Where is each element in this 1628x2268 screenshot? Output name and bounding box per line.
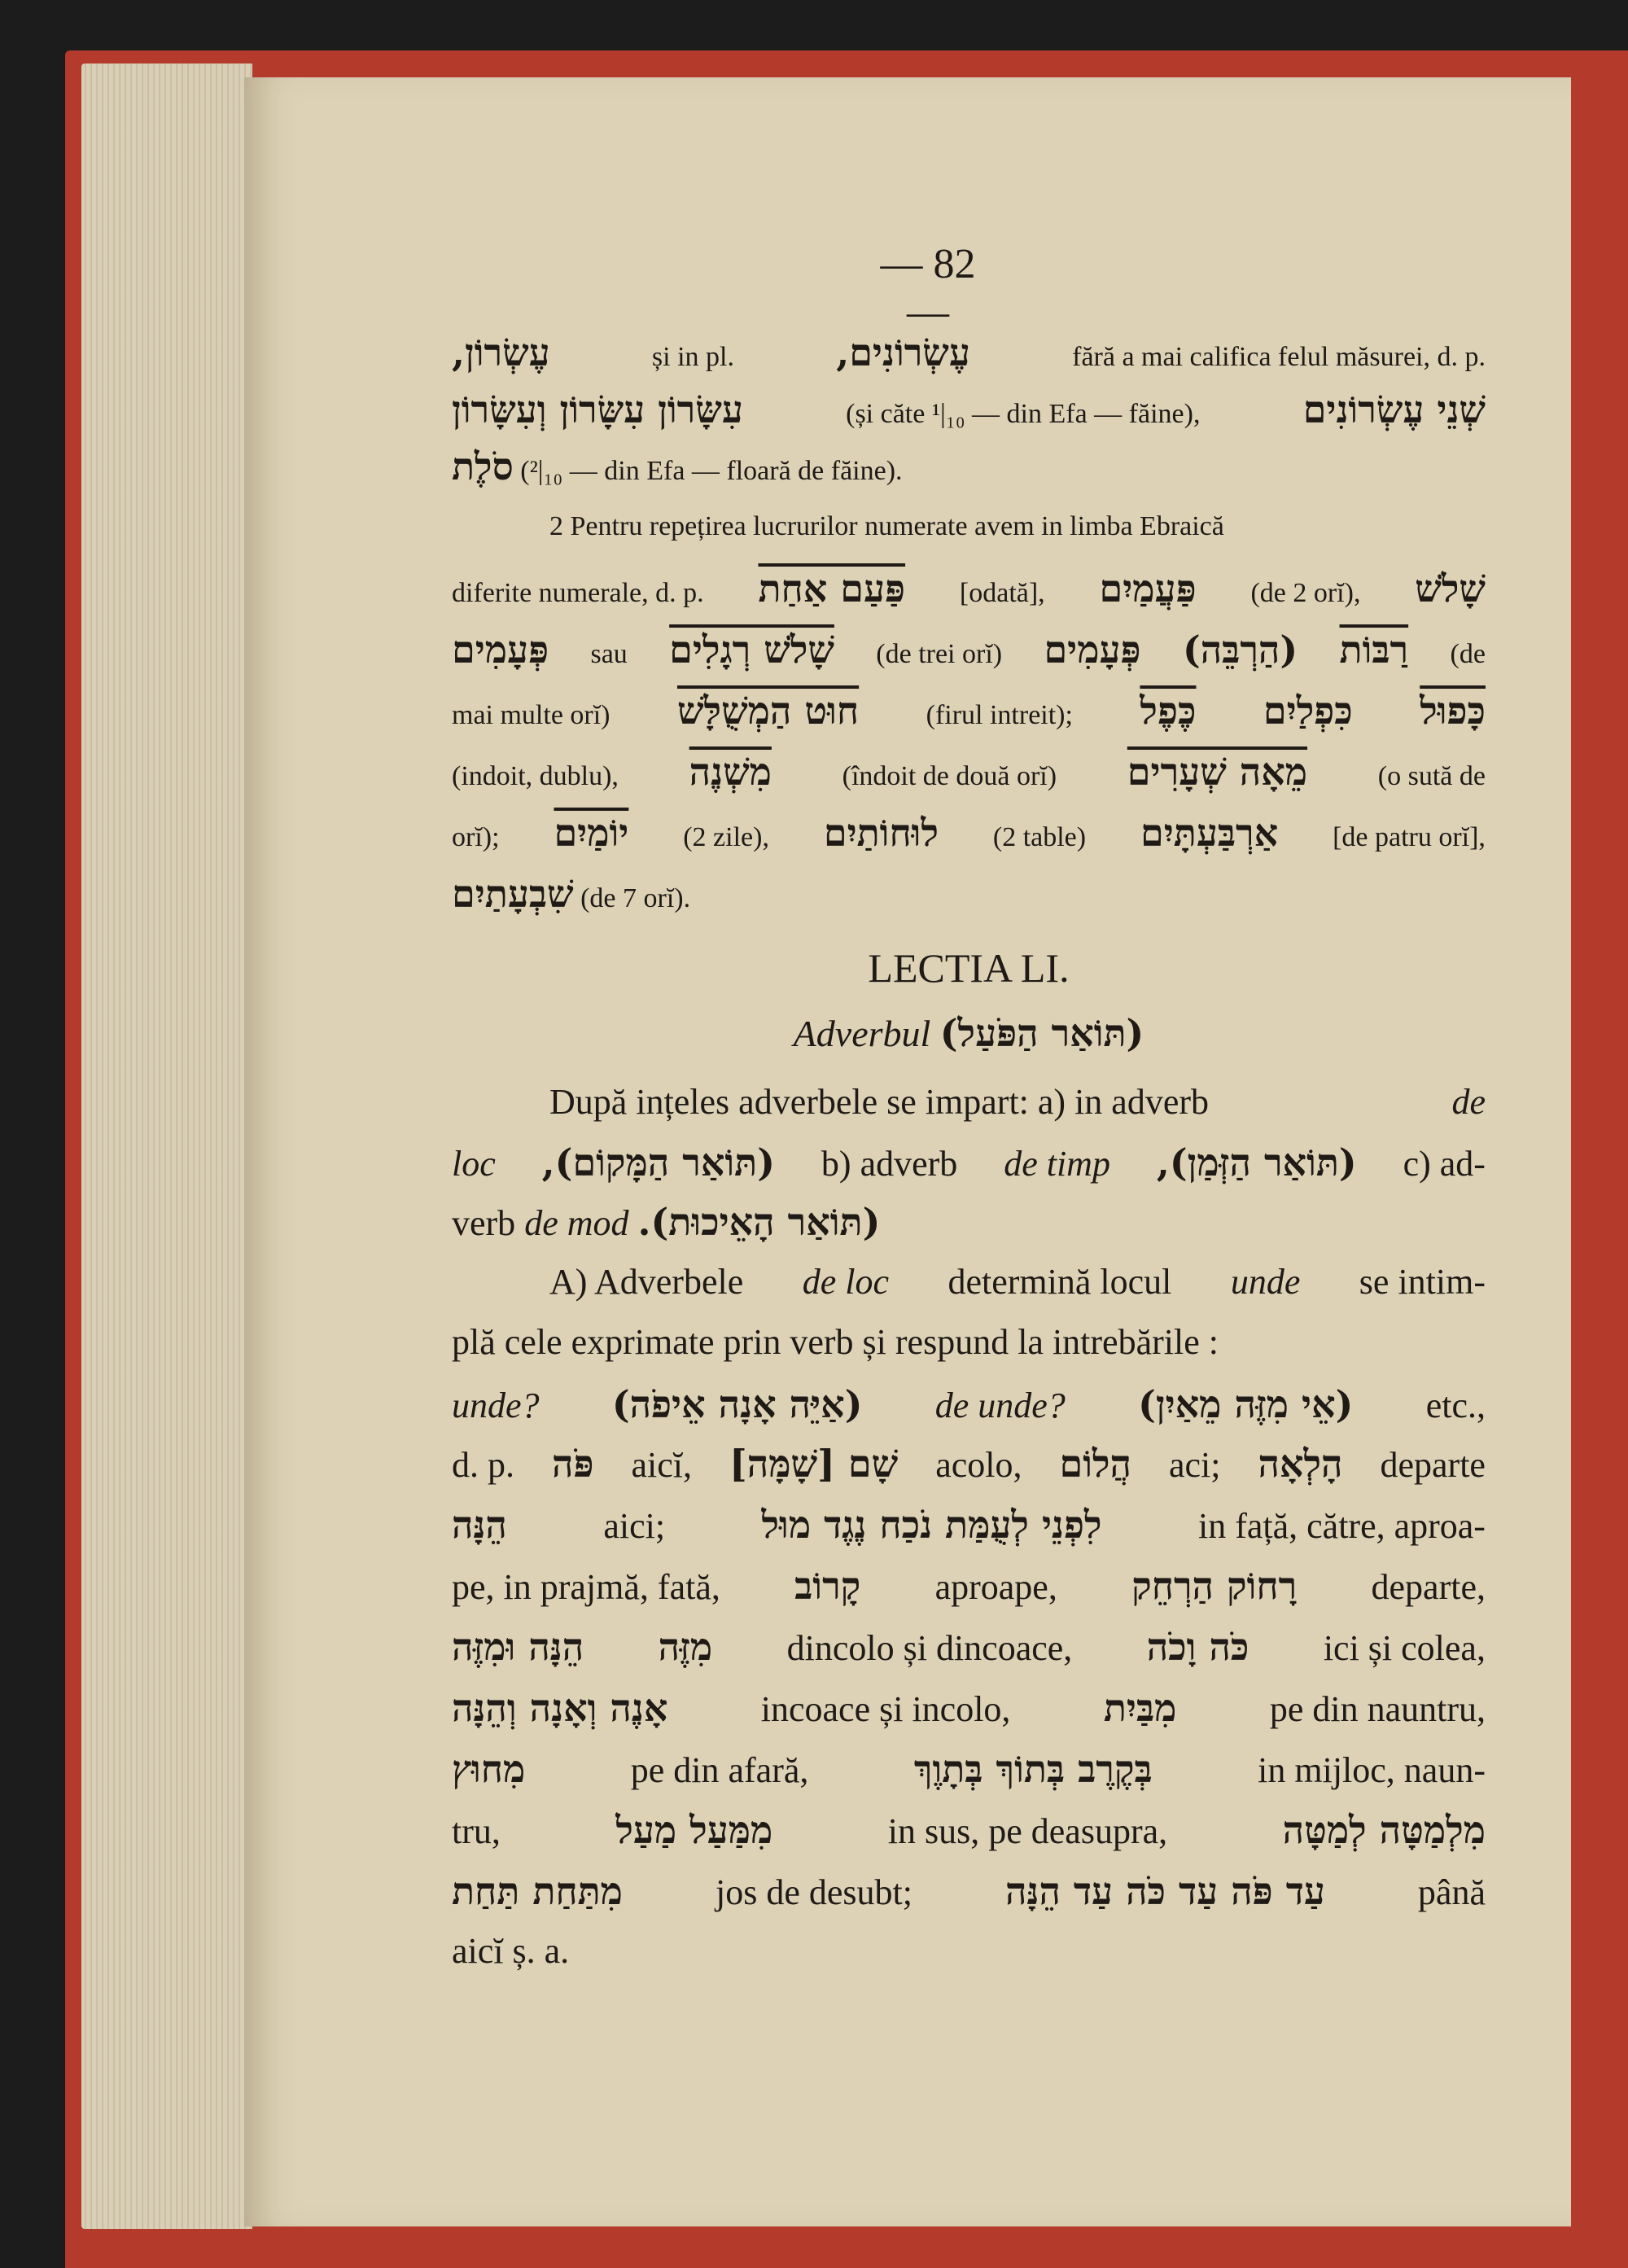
text: aci; (1168, 1445, 1221, 1485)
text: departe (1380, 1445, 1486, 1485)
text-line-9 (452, 811, 1486, 855)
body-line-3 (452, 1200, 1486, 1244)
hebrew-word: עִשָּׂרוֹן עִשָּׂרוֹן וְעִשָּׂרוֹן (452, 387, 743, 431)
text: (de 2 orĭ), (1250, 578, 1361, 608)
hebrew-word: שָׁלֹשׁ רְגָלִים (669, 628, 834, 672)
hebrew-word: עֶשְׂרוֹן, (452, 331, 550, 374)
hebrew-word: מִחוּץ (452, 1747, 526, 1791)
text-line-4 (549, 513, 1486, 541)
text-line-3 (452, 444, 1486, 488)
hebrew-word: מִזֶּה (658, 1625, 713, 1669)
hebrew-word: שְׁנֵי עֶשְׂרוֹנִים (1302, 387, 1486, 431)
hebrew-word: הֵנָּה (452, 1503, 507, 1547)
text: (2 zile), (683, 822, 769, 852)
hebrew-word: שִׁבְעָתַיִם (452, 872, 574, 916)
text: verb (452, 1203, 516, 1243)
hebrew-word: הֲלוֹם (1059, 1442, 1131, 1486)
page-number: — 82 — (880, 241, 976, 335)
body-line-10 (452, 1625, 1486, 1669)
subtitle-text: Adverbul (793, 1013, 931, 1054)
text: A) Adverbele (549, 1262, 744, 1302)
hebrew-word: (אַיֵּה אָנָה אֵיפֹה) (611, 1382, 863, 1426)
text: până (1417, 1872, 1486, 1912)
hebrew-word: מֵאָה שְׁעָרִים (1127, 750, 1308, 794)
text: aicĭ, (631, 1445, 693, 1485)
body-line-14 (452, 1869, 1486, 1913)
text: diferite numerale, d. p. (452, 578, 704, 608)
text: (indoit, dublu), (452, 761, 619, 791)
text-line-2 (452, 387, 1486, 431)
text: [de patru orĭ], (1333, 822, 1486, 852)
text: in față, către, aproa- (1197, 1506, 1486, 1546)
text: (²|₁₀ — din Efa — floară de făine). (520, 456, 903, 486)
hebrew-word: רַבּוֹת (1339, 628, 1409, 672)
lesson-title: LECTIA LI. (868, 945, 1070, 991)
text: de unde? (934, 1386, 1066, 1425)
text: departe, (1371, 1567, 1486, 1607)
hebrew-word: כֶּפֶל (1140, 689, 1197, 733)
body-line-15 (452, 1933, 1486, 1969)
hebrew-word: כָּפוּל (1420, 689, 1486, 733)
text: (de trei orĭ) (876, 639, 1003, 669)
body-line-13 (452, 1808, 1486, 1852)
text: [odată], (959, 578, 1045, 608)
text: dincolo și dincoace, (786, 1628, 1073, 1668)
hebrew-word: מִמַּעַל מַעַל (615, 1808, 773, 1852)
hebrew-word: (תּוֹאַר הַמָּקוֹם), (541, 1141, 776, 1184)
text: fără a mai califica felul măsurei, d. p. (1072, 342, 1486, 372)
text: pe din afară, (630, 1750, 809, 1790)
text: aproape, (934, 1567, 1057, 1607)
text-line-5 (452, 567, 1486, 611)
hebrew-word: (תּוֹאַר הַזְּמַן), (1156, 1141, 1357, 1184)
text: orĭ); (452, 822, 500, 852)
hebrew-word: מִשְׁנֶה (689, 750, 772, 794)
text: de mod (524, 1203, 629, 1243)
text: (de (1450, 639, 1486, 669)
text: in mijloc, naun- (1258, 1750, 1486, 1790)
text-line-10 (452, 872, 1486, 916)
hebrew-word: שָׁם [שָׁמָּה] (729, 1442, 899, 1486)
hebrew-word: פְּעָמִים (1044, 628, 1141, 672)
text-line-8 (452, 750, 1486, 794)
body-line-7 (452, 1442, 1486, 1486)
hebrew-word: מִתַּחַת תַּחַת (452, 1869, 623, 1913)
text: pe, in prajmă, fată, (452, 1567, 720, 1607)
hebrew-word: סֹלֶת (452, 444, 514, 488)
text: și in pl. (651, 342, 734, 372)
text: 2 Pentru repețirea lucrurilor numerate avem in limba Ebraică (549, 511, 1224, 541)
hebrew-word: בְּקֶרֶב בְּתוֹךְ בְּתָוֶךְ (913, 1747, 1153, 1791)
hebrew-word: לוּחוֹתַיִם (823, 811, 939, 855)
hebrew-word: אָנֶה וְאָנָה וְהֵנָּה (452, 1686, 668, 1730)
hebrew-word: כִּפְלַיִם (1263, 689, 1353, 733)
body-line-8 (452, 1503, 1486, 1547)
body-line-1 (549, 1084, 1486, 1120)
text: mai multe orĭ) (452, 700, 610, 730)
hebrew-word: הֵנָּה וּמִזֶּה (452, 1625, 584, 1669)
text: aici; (603, 1506, 666, 1546)
text: (de 7 orĭ). (580, 883, 691, 913)
text: (și căte ¹|₁₀ — din Efa — făine), (846, 399, 1201, 429)
text: de timp (1004, 1144, 1110, 1184)
hebrew-word: פַּעֲמַיִם (1099, 567, 1197, 611)
hebrew-word: מִלְמַטָּה לְמַטָּה (1282, 1808, 1486, 1852)
text-line-1 (452, 331, 1486, 374)
text: jos de desubt; (716, 1872, 912, 1912)
hebrew-word: לִפְנֵי לְעֻמַּת נֹכַח נֶגֶד מוּל (761, 1503, 1102, 1547)
text: in sus, pe deasupra, (887, 1811, 1168, 1851)
lesson-subtitle (452, 1011, 1486, 1055)
hebrew-word: כֹּה וָכֹה (1146, 1625, 1249, 1669)
text: pe din nauntru, (1269, 1689, 1486, 1729)
hebrew-word: רָחוֹק הַרְחֵק (1131, 1564, 1298, 1608)
hebrew-word: הָלְאָה (1258, 1442, 1343, 1486)
text: etc., (1425, 1386, 1486, 1425)
hebrew-word: פַּעַם אַחַת (758, 567, 906, 611)
body-line-12 (452, 1747, 1486, 1791)
hebrew-word: יוֹמַיִם (554, 811, 629, 855)
text: (firul intreit); (926, 700, 1073, 730)
subtitle-hebrew: (תּוֹאַר הַפֹּעַל) (939, 1011, 1144, 1055)
text-line-7 (452, 689, 1486, 733)
hebrew-word: (אֵי מִזֶּה מֵאַיִן) (1138, 1382, 1354, 1426)
body-line-11 (452, 1686, 1486, 1730)
body-line-4 (549, 1264, 1486, 1300)
text: se intim- (1359, 1262, 1486, 1302)
text-line-6 (452, 628, 1486, 672)
hebrew-word: פְּעָמִים (452, 628, 549, 672)
hebrew-word: פֹּה (552, 1442, 594, 1486)
text: c) ad- (1403, 1144, 1486, 1184)
text: (o sută de (1377, 761, 1486, 791)
text: unde (1230, 1262, 1301, 1302)
hebrew-word: (הַרְבֵּה) (1182, 628, 1298, 672)
text: de (1451, 1082, 1486, 1122)
hebrew-word: אַרְבַּעְתָּיִם (1140, 811, 1279, 855)
text: determină locul (947, 1262, 1172, 1302)
text: tru, (452, 1811, 501, 1851)
body-line-5 (452, 1324, 1486, 1360)
text: aicĭ ș. a. (452, 1931, 570, 1971)
hebrew-word: שָׁלֹשׁ (1415, 567, 1486, 611)
hebrew-word: (תּוֹאַר הָאֵיכוּת). (637, 1200, 881, 1244)
text: de loc (802, 1262, 889, 1302)
text: d. p. (452, 1445, 514, 1485)
text: (2 table) (992, 822, 1087, 852)
text: loc (452, 1144, 496, 1184)
text: unde? (452, 1386, 540, 1425)
text: acolo, (935, 1445, 1022, 1485)
text: b) adverb (821, 1144, 958, 1184)
page-edges (81, 63, 252, 2229)
text: ici și colea, (1323, 1628, 1486, 1668)
hebrew-word: עֶשְׂרוֹנִים, (836, 331, 970, 374)
hebrew-word: עַד פֹּה עַד כֹּה עַד הֵנָּה (1005, 1869, 1325, 1913)
body-line-9 (452, 1564, 1486, 1608)
body-line-6 (452, 1382, 1486, 1426)
hebrew-word: חוּט הַמְשֻׁלָּשׁ (676, 689, 860, 733)
hebrew-word: מִבַּיִת (1103, 1686, 1177, 1730)
text: (îndoit de două orĭ) (842, 761, 1057, 791)
hebrew-word: קָרוֹב (794, 1564, 861, 1608)
body-line-2 (452, 1141, 1486, 1184)
text: incoace și incolo, (760, 1689, 1011, 1729)
text: După ințeles adverbele se impart: a) in adverb (549, 1082, 1210, 1122)
text: sau (590, 639, 628, 669)
text: plă cele exprimate prin verb și respund la intrebările : (452, 1322, 1219, 1362)
